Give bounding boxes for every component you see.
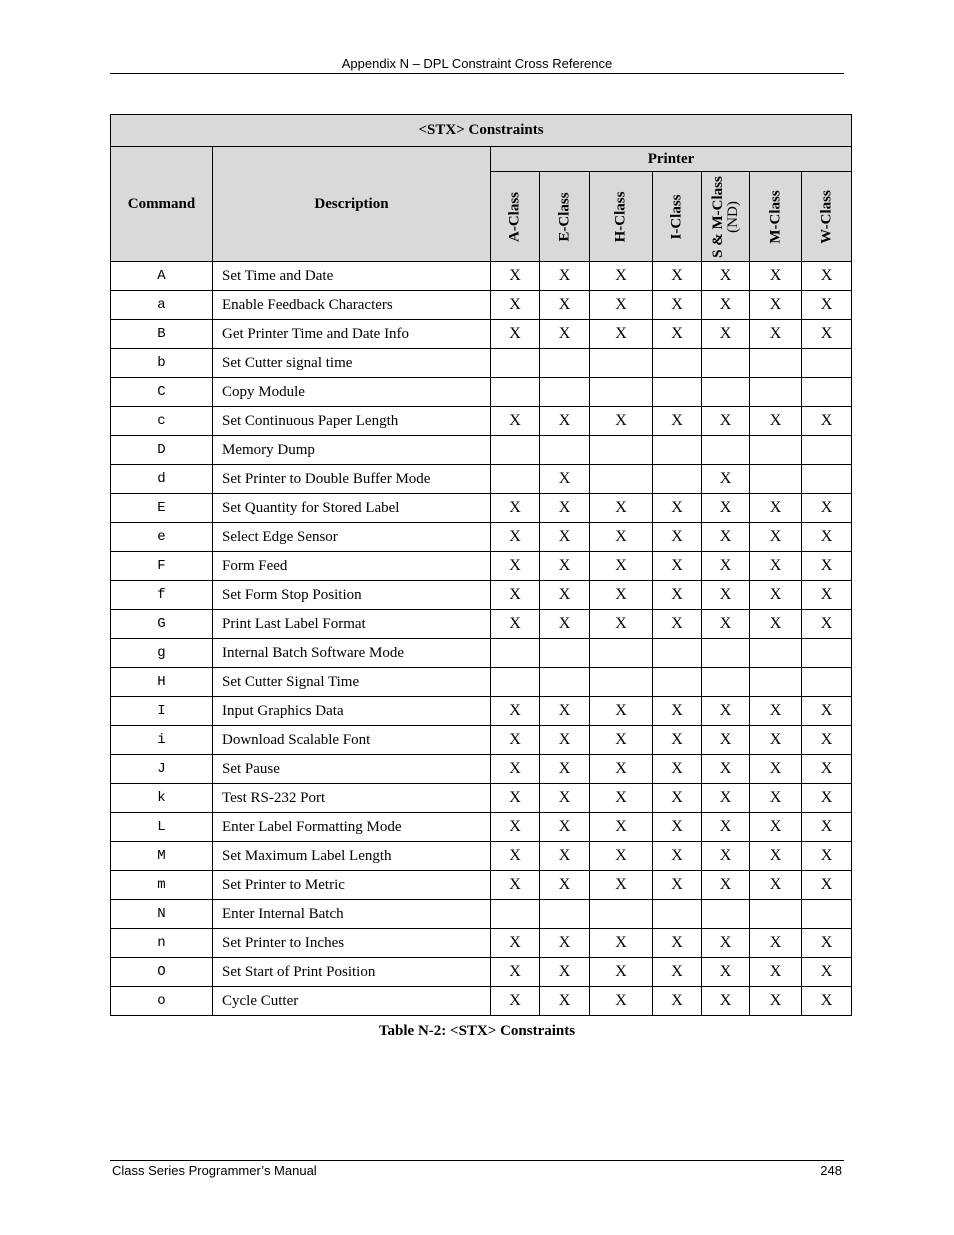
command-cell: o (111, 987, 213, 1016)
table-row (111, 407, 852, 436)
support-mark-cell: X (750, 552, 802, 581)
support-mark-cell (802, 668, 852, 697)
support-mark-cell (750, 900, 802, 929)
support-mark-cell: X (590, 262, 653, 291)
description-cell: Get Printer Time and Date Info (213, 320, 491, 349)
command-cell: e (111, 523, 213, 552)
table-row (111, 929, 852, 958)
description-cell: Set Cutter signal time (213, 349, 491, 378)
support-mark-cell: X (702, 465, 750, 494)
class-header-label (670, 194, 685, 239)
support-mark-cell: X (540, 291, 590, 320)
support-mark-cell: X (750, 494, 802, 523)
command-cell: m (111, 871, 213, 900)
support-mark-cell (590, 465, 653, 494)
support-mark-cell (750, 436, 802, 465)
command-cell: g (111, 639, 213, 668)
support-mark-cell: X (802, 697, 852, 726)
support-mark-cell: X (590, 552, 653, 581)
support-mark-cell (802, 436, 852, 465)
table-row (111, 871, 852, 900)
support-mark-cell: X (540, 987, 590, 1016)
support-mark-cell: X (590, 581, 653, 610)
support-mark-cell: X (590, 842, 653, 871)
command-cell: E (111, 494, 213, 523)
support-mark-cell: X (702, 871, 750, 900)
table-row (111, 436, 852, 465)
table-row (111, 842, 852, 871)
support-mark-cell: X (653, 755, 702, 784)
description-column-header: Description (213, 147, 491, 262)
support-mark-cell: X (491, 610, 540, 639)
support-mark-cell: X (750, 523, 802, 552)
support-mark-cell: X (653, 726, 702, 755)
table-row (111, 552, 852, 581)
support-mark-cell: X (590, 871, 653, 900)
class-name: E-Class (556, 191, 572, 242)
table-row (111, 378, 852, 407)
class-name: S & M-Class (709, 175, 726, 258)
support-mark-cell: X (750, 581, 802, 610)
support-mark-cell: X (702, 842, 750, 871)
support-mark-cell (491, 436, 540, 465)
table-row (111, 668, 852, 697)
command-cell: M (111, 842, 213, 871)
support-mark-cell (750, 465, 802, 494)
support-mark-cell: X (750, 755, 802, 784)
class-header-label (819, 190, 834, 244)
table-caption: Table N-2: <STX> Constraints (378, 1023, 576, 1039)
support-mark-cell: X (653, 581, 702, 610)
class-column-header (540, 172, 590, 262)
support-mark-cell: X (491, 813, 540, 842)
class-name: W-Class (818, 189, 835, 244)
support-mark-cell: X (540, 581, 590, 610)
class-header-label (508, 191, 523, 241)
support-mark-cell (540, 900, 590, 929)
support-mark-cell: X (702, 291, 750, 320)
support-mark-cell: X (491, 987, 540, 1016)
support-mark-cell: X (750, 929, 802, 958)
support-mark-cell (590, 639, 653, 668)
support-mark-cell (802, 465, 852, 494)
support-mark-cell (540, 639, 590, 668)
table-row (111, 813, 852, 842)
table-row (111, 900, 852, 929)
description-cell: Set Start of Print Position (213, 958, 491, 987)
support-mark-cell: X (750, 958, 802, 987)
support-mark-cell: X (653, 784, 702, 813)
command-cell: L (111, 813, 213, 842)
support-mark-cell (802, 349, 852, 378)
support-mark-cell: X (702, 987, 750, 1016)
support-mark-cell (702, 668, 750, 697)
support-mark-cell: X (750, 842, 802, 871)
command-cell: i (111, 726, 213, 755)
support-mark-cell: X (802, 407, 852, 436)
command-cell: N (111, 900, 213, 929)
support-mark-cell: X (802, 871, 852, 900)
support-mark-cell (702, 900, 750, 929)
support-mark-cell: X (491, 523, 540, 552)
support-mark-cell (653, 668, 702, 697)
support-mark-cell: X (702, 494, 750, 523)
description-cell: Set Quantity for Stored Label (213, 494, 491, 523)
support-mark-cell: X (653, 494, 702, 523)
command-cell: d (111, 465, 213, 494)
support-mark-cell (653, 639, 702, 668)
support-mark-cell: X (653, 407, 702, 436)
support-mark-cell: X (802, 929, 852, 958)
support-mark-cell: X (653, 320, 702, 349)
class-name: M-Class (767, 189, 783, 244)
support-mark-cell (750, 668, 802, 697)
class-name: I-Class (668, 193, 685, 240)
support-mark-cell: X (802, 523, 852, 552)
description-cell: Set Printer to Double Buffer Mode (213, 465, 491, 494)
command-cell: c (111, 407, 213, 436)
support-mark-cell: X (540, 262, 590, 291)
support-mark-cell: X (491, 320, 540, 349)
table-row (111, 697, 852, 726)
support-mark-cell: X (702, 262, 750, 291)
support-mark-cell: X (653, 813, 702, 842)
support-mark-cell: X (491, 291, 540, 320)
support-mark-cell: X (750, 987, 802, 1016)
support-mark-cell: X (702, 813, 750, 842)
description-cell: Set Pause (213, 755, 491, 784)
class-header-label (557, 192, 572, 241)
support-mark-cell: X (750, 784, 802, 813)
support-mark-cell: X (750, 407, 802, 436)
description-cell: Memory Dump (213, 436, 491, 465)
description-cell: Download Scalable Font (213, 726, 491, 755)
command-cell: b (111, 349, 213, 378)
command-cell: G (111, 610, 213, 639)
support-mark-cell: X (802, 494, 852, 523)
support-mark-cell (653, 900, 702, 929)
support-mark-cell (702, 639, 750, 668)
support-mark-cell (802, 639, 852, 668)
support-mark-cell: X (653, 871, 702, 900)
description-cell: Set Continuous Paper Length (213, 407, 491, 436)
class-header-label (614, 191, 629, 242)
support-mark-cell: X (750, 697, 802, 726)
support-mark-cell (702, 436, 750, 465)
support-mark-cell (802, 378, 852, 407)
table-row (111, 465, 852, 494)
support-mark-cell: X (540, 813, 590, 842)
support-mark-cell: X (491, 958, 540, 987)
class-name: A-Class (506, 191, 523, 242)
support-mark-cell: X (590, 958, 653, 987)
support-mark-cell: X (653, 929, 702, 958)
table-row (111, 784, 852, 813)
command-cell: f (111, 581, 213, 610)
support-mark-cell: X (802, 784, 852, 813)
support-mark-cell: X (802, 842, 852, 871)
support-mark-cell: X (491, 697, 540, 726)
table-row (111, 610, 852, 639)
description-cell: Set Maximum Label Length (213, 842, 491, 871)
support-mark-cell: X (750, 871, 802, 900)
support-mark-cell: X (491, 552, 540, 581)
support-mark-cell: X (802, 726, 852, 755)
support-mark-cell: X (702, 581, 750, 610)
support-mark-cell (491, 465, 540, 494)
command-cell: n (111, 929, 213, 958)
description-cell: Enable Feedback Characters (213, 291, 491, 320)
stx-constraints-table (110, 114, 852, 1016)
support-mark-cell: X (590, 755, 653, 784)
table-row (111, 523, 852, 552)
class-header-label (768, 190, 783, 243)
support-mark-cell: X (802, 320, 852, 349)
page-header (110, 55, 844, 74)
support-mark-cell: X (590, 320, 653, 349)
support-mark-cell: X (802, 552, 852, 581)
support-mark-cell: X (702, 697, 750, 726)
command-cell: k (111, 784, 213, 813)
support-mark-cell: X (590, 523, 653, 552)
support-mark-cell: X (702, 755, 750, 784)
support-mark-cell (802, 900, 852, 929)
description-cell: Cycle Cutter (213, 987, 491, 1016)
class-header-label (711, 176, 741, 258)
support-mark-cell: X (702, 726, 750, 755)
support-mark-cell (750, 639, 802, 668)
description-cell: Select Edge Sensor (213, 523, 491, 552)
table-row (111, 755, 852, 784)
support-mark-cell: X (802, 755, 852, 784)
table-row (111, 262, 852, 291)
support-mark-cell: X (540, 523, 590, 552)
description-cell: Print Last Label Format (213, 610, 491, 639)
support-mark-cell (491, 900, 540, 929)
support-mark-cell (540, 349, 590, 378)
support-mark-cell: X (540, 610, 590, 639)
support-mark-cell: X (653, 610, 702, 639)
table-title: <STX> Constraints (111, 115, 852, 147)
support-mark-cell: X (540, 929, 590, 958)
support-mark-cell: X (540, 784, 590, 813)
printer-group-header: Printer (491, 147, 852, 172)
description-cell: Enter Label Formatting Mode (213, 813, 491, 842)
support-mark-cell: X (590, 929, 653, 958)
support-mark-cell: X (702, 320, 750, 349)
class-column-header (491, 172, 540, 262)
support-mark-cell: X (750, 262, 802, 291)
command-cell: B (111, 320, 213, 349)
support-mark-cell: X (590, 610, 653, 639)
support-mark-cell (491, 378, 540, 407)
support-mark-cell: X (540, 842, 590, 871)
support-mark-cell: X (540, 958, 590, 987)
command-cell: H (111, 668, 213, 697)
support-mark-cell (540, 668, 590, 697)
support-mark-cell (653, 465, 702, 494)
support-mark-cell (750, 378, 802, 407)
table-row (111, 958, 852, 987)
support-mark-cell: X (802, 958, 852, 987)
description-cell: Copy Module (213, 378, 491, 407)
description-cell: Set Form Stop Position (213, 581, 491, 610)
command-cell: O (111, 958, 213, 987)
support-mark-cell (702, 349, 750, 378)
support-mark-cell: X (540, 407, 590, 436)
support-mark-cell: X (702, 784, 750, 813)
support-mark-cell: X (540, 871, 590, 900)
support-mark-cell: X (750, 726, 802, 755)
command-cell: J (111, 755, 213, 784)
support-mark-cell: X (540, 494, 590, 523)
command-column-header: Command (111, 147, 213, 262)
support-mark-cell: X (491, 871, 540, 900)
description-cell: Set Printer to Metric (213, 871, 491, 900)
support-mark-cell: X (590, 494, 653, 523)
support-mark-cell: X (702, 407, 750, 436)
table-row (111, 987, 852, 1016)
support-mark-cell (491, 639, 540, 668)
description-cell: Set Cutter Signal Time (213, 668, 491, 697)
support-mark-cell (590, 668, 653, 697)
support-mark-cell (491, 668, 540, 697)
support-mark-cell: X (802, 581, 852, 610)
class-column-header (802, 172, 852, 262)
support-mark-cell (702, 378, 750, 407)
support-mark-cell: X (702, 610, 750, 639)
support-mark-cell: X (540, 726, 590, 755)
support-mark-cell: X (540, 755, 590, 784)
class-column-header (750, 172, 802, 262)
support-mark-cell: X (653, 697, 702, 726)
class-column-header (653, 172, 702, 262)
support-mark-cell: X (802, 610, 852, 639)
description-cell: Set Time and Date (213, 262, 491, 291)
support-mark-cell: X (491, 726, 540, 755)
table-row (111, 349, 852, 378)
support-mark-cell: X (653, 987, 702, 1016)
support-mark-cell: X (540, 465, 590, 494)
support-mark-cell: X (702, 523, 750, 552)
support-mark-cell: X (590, 697, 653, 726)
table-row (111, 494, 852, 523)
support-mark-cell: X (702, 929, 750, 958)
support-mark-cell: X (491, 755, 540, 784)
support-mark-cell: X (802, 987, 852, 1016)
support-mark-cell: X (540, 320, 590, 349)
table-row (111, 639, 852, 668)
support-mark-cell: X (802, 813, 852, 842)
support-mark-cell: X (750, 610, 802, 639)
support-mark-cell: X (702, 552, 750, 581)
table-row (111, 581, 852, 610)
command-cell: D (111, 436, 213, 465)
support-mark-cell (653, 436, 702, 465)
support-mark-cell: X (653, 523, 702, 552)
support-mark-cell: X (491, 784, 540, 813)
support-mark-cell: X (590, 407, 653, 436)
support-mark-cell (540, 436, 590, 465)
support-mark-cell (491, 349, 540, 378)
support-mark-cell: X (491, 581, 540, 610)
support-mark-cell: X (750, 291, 802, 320)
support-mark-cell: X (702, 958, 750, 987)
support-mark-cell: X (491, 842, 540, 871)
support-mark-cell: X (653, 552, 702, 581)
support-mark-cell: X (590, 784, 653, 813)
description-cell: Test RS-232 Port (213, 784, 491, 813)
table-row (111, 726, 852, 755)
support-mark-cell: X (653, 842, 702, 871)
page-header-title: Appendix N – DPL Constraint Cross Reference (341, 56, 613, 71)
manual-title: Class Series Programmer’s Manual (112, 1163, 317, 1178)
support-mark-cell (590, 900, 653, 929)
support-mark-cell: X (750, 813, 802, 842)
description-cell: Enter Internal Batch (213, 900, 491, 929)
support-mark-cell: X (590, 291, 653, 320)
description-cell: Form Feed (213, 552, 491, 581)
support-mark-cell: X (653, 958, 702, 987)
support-mark-cell: X (540, 697, 590, 726)
description-cell: Input Graphics Data (213, 697, 491, 726)
support-mark-cell (590, 436, 653, 465)
table-row (111, 320, 852, 349)
description-cell: Internal Batch Software Mode (213, 639, 491, 668)
support-mark-cell (540, 378, 590, 407)
support-mark-cell: X (802, 291, 852, 320)
class-subname: (ND) (724, 200, 741, 233)
support-mark-cell (590, 378, 653, 407)
description-cell: Set Printer to Inches (213, 929, 491, 958)
support-mark-cell: X (540, 552, 590, 581)
support-mark-cell: X (491, 407, 540, 436)
class-column-header (702, 172, 750, 262)
support-mark-cell (653, 378, 702, 407)
support-mark-cell (750, 349, 802, 378)
support-mark-cell: X (590, 987, 653, 1016)
command-cell: I (111, 697, 213, 726)
support-mark-cell (590, 349, 653, 378)
support-mark-cell (653, 349, 702, 378)
support-mark-cell: X (653, 291, 702, 320)
support-mark-cell: X (750, 320, 802, 349)
class-name: H-Class (612, 191, 629, 242)
page-footer (110, 1160, 844, 1178)
command-cell: A (111, 262, 213, 291)
support-mark-cell: X (653, 262, 702, 291)
support-mark-cell: X (590, 813, 653, 842)
support-mark-cell: X (491, 494, 540, 523)
command-cell: a (111, 291, 213, 320)
command-cell: C (111, 378, 213, 407)
command-cell: F (111, 552, 213, 581)
support-mark-cell: X (590, 726, 653, 755)
support-mark-cell: X (491, 929, 540, 958)
support-mark-cell: X (491, 262, 540, 291)
support-mark-cell: X (802, 262, 852, 291)
class-column-header (590, 172, 653, 262)
table-row (111, 291, 852, 320)
page-number: 248 (820, 1163, 842, 1178)
